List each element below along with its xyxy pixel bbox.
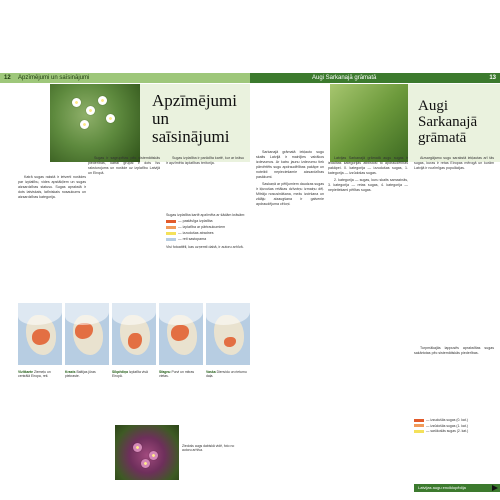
legend-label: — sarūkošās sugas (2. kat.) bbox=[426, 429, 469, 433]
text-column bbox=[166, 156, 244, 208]
paragraph: Sugas ir sagrupētas pēc sistemātiskās piederības, katrai grupai ir dots īss raksturojums un norāde uz izplatību Latvijā un Eiropā. bbox=[88, 156, 160, 175]
legend-label: — pastāvīga izplatība bbox=[178, 219, 213, 223]
page-title-left bbox=[140, 84, 250, 162]
paragraph: Latvijas Sarkanajā grāmatā augu sugas ir iedalītas kategorijās atbilstoši to apdraudētības pakāpei. 0. kategorija — izzudušas sugas, 1. kategorija — izzūdošas sugas. bbox=[328, 156, 408, 175]
map-caption: Vaska Dienvidu un rietumu daļa. bbox=[206, 370, 247, 379]
legend-swatch bbox=[166, 226, 176, 229]
paragraph: Saskaņā ar pētījumiem daudzas sugas ir kļuvušas retākas dzīvotņu izmaiņu dēļ. Mitrāju nosusināšana, mežu izciršana un zālāju aizaugšana ir galvenie apdraudējuma cēloņi. bbox=[256, 182, 324, 206]
paragraph: Katrā sugas rakstā ir ietverti norādes par izplatību, vides apstākļiem un sugas aizsardzības statusu. Sugas aprakstā ir dots latviskais, latīniskais nosaukums un aizsardzības kategorija. bbox=[18, 175, 86, 199]
legend-label: — izzūdošās sugas (1. kat.) bbox=[426, 423, 468, 428]
distribution-map bbox=[112, 303, 156, 365]
legend-row bbox=[166, 236, 246, 242]
map-caption: Vizītkarte Ziemeļu un centrālā Eiropa, reti. bbox=[18, 370, 51, 379]
legend-swatch bbox=[166, 238, 176, 241]
paragraph: 2. kategorija — sugas, kuru skaits samazinās, 3. kategorija — retas sugas, 4. kategorija — nepietiekami pētītas sugas. bbox=[328, 178, 408, 192]
footer-tab bbox=[414, 484, 500, 492]
text-column bbox=[18, 175, 86, 303]
title-line: grāmatā bbox=[418, 130, 467, 146]
flower-icon bbox=[98, 96, 107, 105]
legend-intro: Sugas izplatība kartē apzīmēta ar šādām krāsām: bbox=[166, 213, 246, 217]
legend-row bbox=[414, 429, 494, 435]
legend-swatch bbox=[414, 424, 424, 427]
map-caption: Krasts Baltijas jūras piekraste. bbox=[65, 370, 96, 379]
page-title-right bbox=[408, 84, 500, 162]
legend-swatch bbox=[166, 232, 176, 235]
text-column bbox=[414, 156, 494, 342]
legend-label: — izzudušas atradnes bbox=[178, 231, 214, 235]
text-column bbox=[414, 346, 494, 416]
footer-tab-label: Latvijas augu enciklopēdija bbox=[418, 485, 466, 490]
title-line: un bbox=[152, 109, 169, 128]
text-column bbox=[256, 150, 324, 484]
legend-swatch bbox=[166, 220, 176, 223]
legend-label: — reti sastopama bbox=[178, 237, 207, 241]
plant-photo-right bbox=[330, 84, 408, 162]
left-page-number: 12 bbox=[4, 75, 11, 81]
flower-photo-bottom bbox=[115, 425, 179, 480]
category-legend bbox=[414, 418, 494, 435]
map-captions bbox=[18, 370, 250, 422]
left-running-title: Apzīmējumi un saīsinājumi bbox=[18, 75, 90, 81]
legend-swatch bbox=[414, 430, 424, 433]
legend-label: — izplatība ar pārtraukumiem bbox=[178, 225, 226, 229]
distribution-map bbox=[206, 303, 250, 365]
legend-note: Visi fotoattēli, kas uzņemti dabā, ir autoru arhīvā. bbox=[166, 245, 244, 249]
distribution-map bbox=[18, 303, 62, 365]
title-line: Apzīmējumi bbox=[152, 91, 237, 110]
flower-icon bbox=[106, 114, 115, 123]
paragraph: Turpmākajās lappusēs aprakstītas sugas sakārtotas pēc sistemātiskās piederības. bbox=[414, 346, 494, 355]
distribution-map bbox=[65, 303, 109, 365]
map-row bbox=[18, 303, 250, 368]
text-column bbox=[88, 156, 160, 303]
right-running-head bbox=[250, 73, 500, 83]
legend-label: — izzudušās sugas (0. kat.) bbox=[426, 418, 468, 422]
title-line: saīsinājumi bbox=[152, 127, 230, 146]
flower-photo-left bbox=[50, 84, 140, 162]
paragraph: Sarkanajā grāmatā iekļauto sugu skaits Latvijā ir mainījies vairākos izdevumos. Ar katru jaunu izdevumu tiek pārvērtēts sugu apdraudētības pakāpe un noteikti nepieciešamie aizsardzības pasākumi. bbox=[256, 150, 324, 179]
map-caption: Sīkpēdiņa Izplatīta visā Eiropā. bbox=[112, 370, 148, 379]
right-running-title: Augi Sarkanajā grāmatā bbox=[312, 75, 377, 81]
title-line: Augi Sarkanajā bbox=[418, 98, 478, 130]
right-page-number: 13 bbox=[489, 75, 496, 81]
legend-swatch bbox=[414, 419, 424, 422]
left-running-head bbox=[0, 73, 250, 83]
arrow-right-icon bbox=[492, 485, 498, 491]
map-caption: Sfagnu Purvi un mitras vietas. bbox=[159, 370, 195, 379]
text-column bbox=[328, 156, 408, 484]
distribution-map bbox=[159, 303, 203, 365]
paragraph: Aizsargājamo sugu sarakstā iekļautas arī tās sugas, kuras ir retas Eiropas mērogā un kurām Latvijā ir nozīmīgas populācijas. bbox=[414, 156, 494, 170]
flower-icon bbox=[133, 443, 142, 452]
flower-icon bbox=[86, 106, 95, 115]
map-legend bbox=[166, 212, 246, 250]
flower-icon bbox=[149, 451, 158, 460]
flower-icon bbox=[141, 459, 150, 468]
flower-icon bbox=[72, 98, 81, 107]
paragraph: Sugas izplatība ir parādīta kartē, kur ar krāsu ir apzīmēta izplatības teritorija. bbox=[166, 156, 244, 165]
photo-caption: Ziedošs augs dabiskā vidē, foto no autoru arhīva. bbox=[182, 444, 235, 453]
flower-icon bbox=[80, 120, 89, 129]
